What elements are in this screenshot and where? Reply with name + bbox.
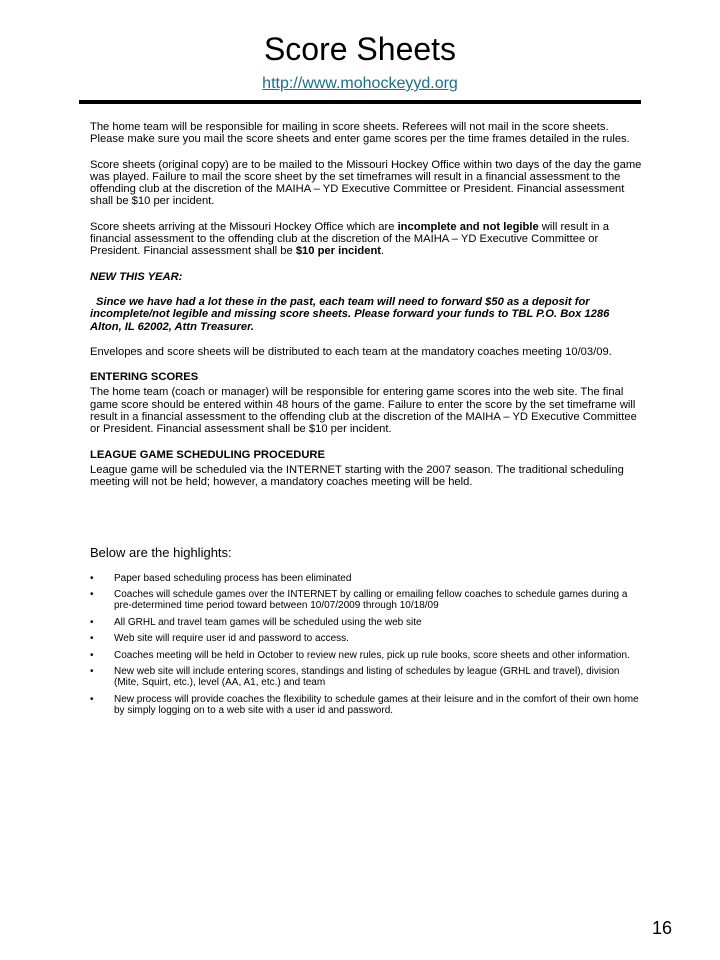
bullet-icon: • [90,665,94,677]
list-item [90,617,642,628]
bullet-icon: • [90,649,94,661]
list-item-text: New web site will include entering scores, standings and listing of schedules by league (GRHL and travel), division (Mite, Squirt, etc.), level (AA, A1, etc.) and team [114,665,620,689]
highlights-list [90,573,642,717]
incomplete-text-c: will result in a financial assessment to the offending club at the discretion of the MAIHA – YD Executive Committee or President. Financial assessment shall be [90,220,609,258]
paragraph-mailing: The home team will be responsible for mailing in score sheets. Referees will not mail in the score sheets. Please make sure you mail the score sheets and enter game scores per the time frames detailed in the rules. [90,121,630,146]
incomplete-text-a: Score sheets arriving at the Missouri Hockey Office which are [90,220,398,233]
list-item [90,589,642,612]
fee-emphasis: $10 per incident [295,245,382,258]
paragraph-deadline: Score sheets (original copy) are to be mailed to the Missouri Hockey Office within two days of the day the game was played. Failure to mail the score sheet by the set timeframes will result in a financial assessment to the offending club at the discretion of the MAIHA – YD Executive Committee or President. Financial assessment shall be $10 per incident. [90,158,642,208]
page-number: 16 [652,918,673,938]
section-spacer [90,502,642,545]
incomplete-emphasis: incomplete and not legible [397,220,539,233]
bullet-icon: • [90,616,94,628]
list-item-text: Web site will require user id and password to access. [114,633,349,645]
highlights-intro: Below are the highlights: [90,544,232,560]
list-item-text: New process will provide coaches the flexibility to schedule games at their leisure and in the comfort of their own home by simply logging on to a web site with a user id and password. [114,693,639,717]
entering-scores-body: The home team (coach or manager) will be responsible for entering game scores into the web site. The final game score should be entered within 48 hours of the game. Failure to enter the score by the set timeframe will result in a financial assessment to the offending club at the discretion of the MAIHA – YD Executive Committee or President. Financial assessment shall be $10 per incident. [90,386,637,436]
incomplete-text-e: . [381,245,385,258]
scheduling-heading: LEAGUE GAME SCHEDULING PROCEDURE [90,448,325,461]
document-body [90,121,642,722]
list-item [90,650,642,661]
bullet-icon: • [90,693,94,705]
new-this-year-heading: NEW THIS YEAR: [90,270,183,283]
new-this-year-body: Since we have had a lot these in the past, each team will need to forward $50 as a deposit for incomplete/not legible and missing score sheets. Please forward your funds to TBL P.O. Box 1286 Alton, IL 62002, Attn Treasurer. [90,295,610,333]
website-link[interactable]: http://www.mohockeyyd.org [262,75,458,92]
list-item-text: Coaches meeting will be held in October to review new rules, pick up rule books, score sheets and other information. [114,649,630,661]
list-item [90,666,642,689]
bullet-icon: • [90,588,94,600]
list-item-text: Paper based scheduling process has been eliminated [114,572,352,584]
list-item-text: All GRHL and travel team games will be scheduled using the web site [114,616,422,628]
list-item [90,694,642,717]
bullet-icon: • [90,633,94,645]
paragraph-envelopes: Envelopes and score sheets will be distributed to each team at the mandatory coaches meeting 10/03/09. [90,345,612,358]
bullet-icon: • [90,572,94,584]
page-title: Score Sheets [263,31,457,67]
title-divider [79,100,641,104]
list-item [90,573,642,584]
list-item [90,633,642,644]
paragraph-incomplete [90,221,642,258]
entering-scores-heading: ENTERING SCORES [90,371,199,384]
list-item-text: Coaches will schedule games over the INTERNET by calling or emailing fellow coaches to schedule games during a pre-determined time period toward between 10/07/2009 through 10/18/09 [114,588,628,612]
scheduling-body: League game will be scheduled via the INTERNET starting with the 2007 season. The traditional scheduling meeting will not be held; however, a mandatory coaches meeting will be held. [90,463,624,489]
website-url [0,74,720,94]
